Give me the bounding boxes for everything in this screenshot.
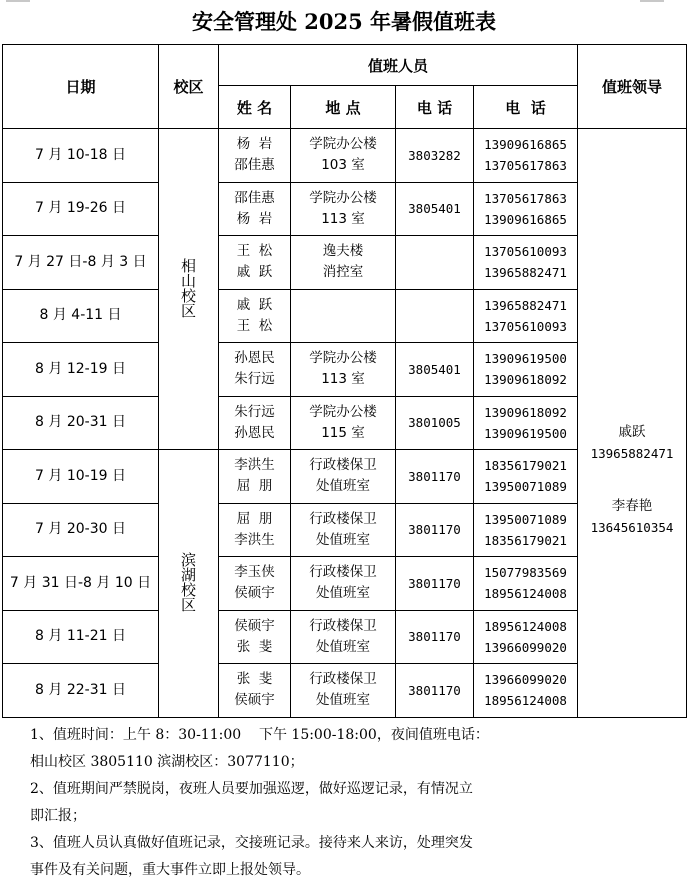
date-cell: 7 月 31 日-8 月 10 日: [3, 557, 159, 611]
staff-name: 戚 跃: [236, 296, 273, 313]
office-phone-cell: 3805401: [396, 343, 474, 397]
notes-section: [30, 722, 640, 884]
location-line: 行政楼保卫: [309, 564, 377, 581]
leader-entry: [578, 496, 686, 538]
location-cell: [291, 396, 396, 450]
staff-name: 李洪生: [234, 531, 275, 548]
leader-phone: 13965882471: [590, 446, 674, 462]
staff-name: 王 松: [236, 317, 273, 334]
date-cell: 7 月 20-30 日: [3, 503, 159, 557]
mobile-phones-cell: [474, 343, 578, 397]
staff-names-cell: [219, 610, 291, 664]
header-staff-group: 值班人员: [219, 45, 578, 86]
staff-name: 张 斐: [236, 638, 273, 655]
leader-cell: [578, 129, 687, 718]
location-line: 消控室: [322, 264, 364, 281]
office-phone-cell: 3801170: [396, 450, 474, 504]
location-cell: [291, 289, 396, 343]
mobile-phone: 13705610093: [484, 318, 567, 334]
note-line: 2、值班期间严禁脱岗，夜班人员要加强巡逻，做好巡逻记录，有情况立: [30, 781, 473, 797]
mobile-phone: 18956124008: [484, 693, 567, 709]
staff-names-cell: [219, 396, 291, 450]
date-cell: 7 月 10-19 日: [3, 450, 159, 504]
mobile-phones-cell: [474, 182, 578, 236]
office-phone-cell: 3801170: [396, 557, 474, 611]
staff-name: 戚 跃: [236, 264, 273, 281]
mobile-phone: 13950071089: [484, 479, 567, 495]
campus-name: 滨湖校区: [180, 551, 196, 615]
staff-names-cell: [219, 289, 291, 343]
mobile-phone: 13965882471: [484, 265, 567, 281]
office-phone-cell: 3805401: [396, 182, 474, 236]
location-line: 113 室: [321, 371, 365, 388]
staff-name: 屈 朋: [236, 478, 273, 495]
mobile-phone: 18956124008: [484, 618, 567, 634]
location-line: 115 室: [321, 424, 365, 441]
staff-name: 孙恩民: [234, 424, 275, 441]
location-line: 处值班室: [316, 478, 370, 495]
staff-name: 朱行远: [234, 403, 275, 420]
mobile-phones-cell: [474, 396, 578, 450]
location-line: 处值班室: [316, 692, 370, 709]
location-cell: [291, 610, 396, 664]
location-line: 处值班室: [316, 638, 370, 655]
location-line: 行政楼保卫: [309, 457, 377, 474]
location-cell: [291, 450, 396, 504]
date-cell: 7 月 19-26 日: [3, 182, 159, 236]
header-phone-mobile: 电 话: [474, 86, 578, 129]
header-date: 日期: [3, 45, 159, 129]
location-line: 113 室: [321, 210, 365, 227]
location-cell: [291, 236, 396, 290]
location-cell: [291, 503, 396, 557]
header-row-1: [3, 45, 687, 86]
header-leader: 值班领导: [578, 45, 687, 129]
note-line: 相山校区 3805110 滨湖校区：3077110；: [30, 754, 304, 770]
mobile-phone: 13705617863: [484, 190, 567, 206]
staff-names-cell: [219, 129, 291, 183]
staff-name: 侯硕宇: [234, 585, 275, 602]
header-phone-office: 电 话: [396, 86, 474, 129]
staff-name: 侯硕宇: [234, 692, 275, 709]
table-row: [3, 129, 687, 183]
staff-names-cell: [219, 343, 291, 397]
location-line: 处值班室: [316, 585, 370, 602]
mobile-phone: 13705617863: [484, 158, 567, 174]
office-phone-cell: 3801005: [396, 396, 474, 450]
location-cell: [291, 664, 396, 718]
corner-crop-mark-right: [640, 0, 664, 2]
mobile-phone: 18956124008: [484, 586, 567, 602]
mobile-phones-cell: [474, 664, 578, 718]
office-phone-cell: 3801170: [396, 503, 474, 557]
mobile-phone: 15077983569: [484, 565, 567, 581]
office-phone-cell: [396, 236, 474, 290]
mobile-phone: 13909616865: [484, 137, 567, 153]
staff-name: 屈 朋: [236, 510, 273, 527]
location-line: 行政楼保卫: [309, 510, 377, 527]
staff-name: 李玉侠: [234, 564, 275, 581]
staff-name: 侯硕宇: [234, 617, 275, 634]
date-cell: 7 月 27 日-8 月 3 日: [3, 236, 159, 290]
date-cell: 8 月 12-19 日: [3, 343, 159, 397]
leader-name: 李春艳: [611, 498, 653, 515]
location-cell: [291, 343, 396, 397]
header-location: 地 点: [291, 86, 396, 129]
office-phone-cell: 3801170: [396, 664, 474, 718]
location-cell: [291, 557, 396, 611]
campus-cell: [159, 450, 219, 718]
location-line: 学院办公楼: [309, 403, 377, 420]
mobile-phones-cell: [474, 610, 578, 664]
staff-name: 王 松: [236, 243, 273, 260]
staff-names-cell: [219, 450, 291, 504]
header-name: 姓 名: [219, 86, 291, 129]
roster-body: [3, 129, 687, 718]
location-line: 行政楼保卫: [309, 617, 377, 634]
mobile-phone: 13909618092: [484, 404, 567, 420]
date-cell: 8 月 22-31 日: [3, 664, 159, 718]
location-line: 学院办公楼: [309, 189, 377, 206]
staff-name: 孙恩民: [234, 350, 275, 367]
campus-name: 相山校区: [180, 257, 196, 320]
staff-names-cell: [219, 557, 291, 611]
location-line: 学院办公楼: [309, 350, 377, 367]
mobile-phone: 13950071089: [484, 511, 567, 527]
mobile-phones-cell: [474, 503, 578, 557]
mobile-phone: 13966099020: [484, 639, 567, 655]
staff-names-cell: [219, 664, 291, 718]
location-line: 103 室: [321, 157, 365, 174]
note-line: 事件及有关问题，重大事件立即上报处领导。: [30, 862, 310, 878]
mobile-phone: 13965882471: [484, 297, 567, 313]
note-line: 即汇报；: [30, 808, 86, 824]
office-phone-cell: 3801170: [396, 610, 474, 664]
staff-name: 杨 岩: [236, 136, 273, 153]
leader-entry: [578, 422, 686, 464]
note-line: 1、值班时间：上午 8：30-11:00 下午 15:00-18:00，夜间值班电话：: [30, 727, 489, 743]
note-line: 3、值班人员认真做好值班记录，交接班记录。接待来人来访，处理突发: [30, 835, 473, 851]
page-title: 安全管理处 2025 年暑假值班表: [191, 9, 497, 34]
date-cell: 8 月 11-21 日: [3, 610, 159, 664]
mobile-phone: 13909616865: [484, 211, 567, 227]
date-cell: 7 月 10-18 日: [3, 129, 159, 183]
office-phone-cell: [396, 289, 474, 343]
mobile-phone: 18356179021: [484, 532, 567, 548]
staff-names-cell: [219, 236, 291, 290]
leader-name: 戚跃: [618, 424, 646, 441]
location-cell: [291, 182, 396, 236]
mobile-phone: 13909619500: [484, 425, 567, 441]
staff-name: 张 斐: [236, 671, 273, 688]
staff-name: 朱行远: [234, 371, 275, 388]
location-line: 学院办公楼: [309, 136, 377, 153]
date-cell: 8 月 20-31 日: [3, 396, 159, 450]
mobile-phones-cell: [474, 236, 578, 290]
staff-name: 邵佳惠: [234, 189, 275, 206]
mobile-phone: 13966099020: [484, 672, 567, 688]
location-cell: [291, 129, 396, 183]
location-line: 处值班室: [316, 531, 370, 548]
staff-names-cell: [219, 503, 291, 557]
staff-name: 邵佳惠: [234, 157, 275, 174]
mobile-phone: 13909619500: [484, 351, 567, 367]
mobile-phones-cell: [474, 129, 578, 183]
mobile-phone: 13705610093: [484, 244, 567, 260]
leader-phone: 13645610354: [590, 520, 674, 536]
date-cell: 8 月 4-11 日: [3, 289, 159, 343]
location-line: 行政楼保卫: [309, 671, 377, 688]
campus-cell: [159, 129, 219, 450]
staff-names-cell: [219, 182, 291, 236]
mobile-phone: 18356179021: [484, 458, 567, 474]
header-campus: 校区: [159, 45, 219, 129]
location-line: 逸夫楼: [322, 243, 364, 260]
duty-roster-table: [2, 44, 687, 718]
mobile-phones-cell: [474, 289, 578, 343]
mobile-phone: 13909618092: [484, 372, 567, 388]
mobile-phones-cell: [474, 450, 578, 504]
mobile-phones-cell: [474, 557, 578, 611]
office-phone-cell: 3803282: [396, 129, 474, 183]
corner-crop-mark-left: [6, 0, 30, 2]
staff-name: 李洪生: [234, 457, 275, 474]
staff-name: 杨 岩: [236, 210, 273, 227]
